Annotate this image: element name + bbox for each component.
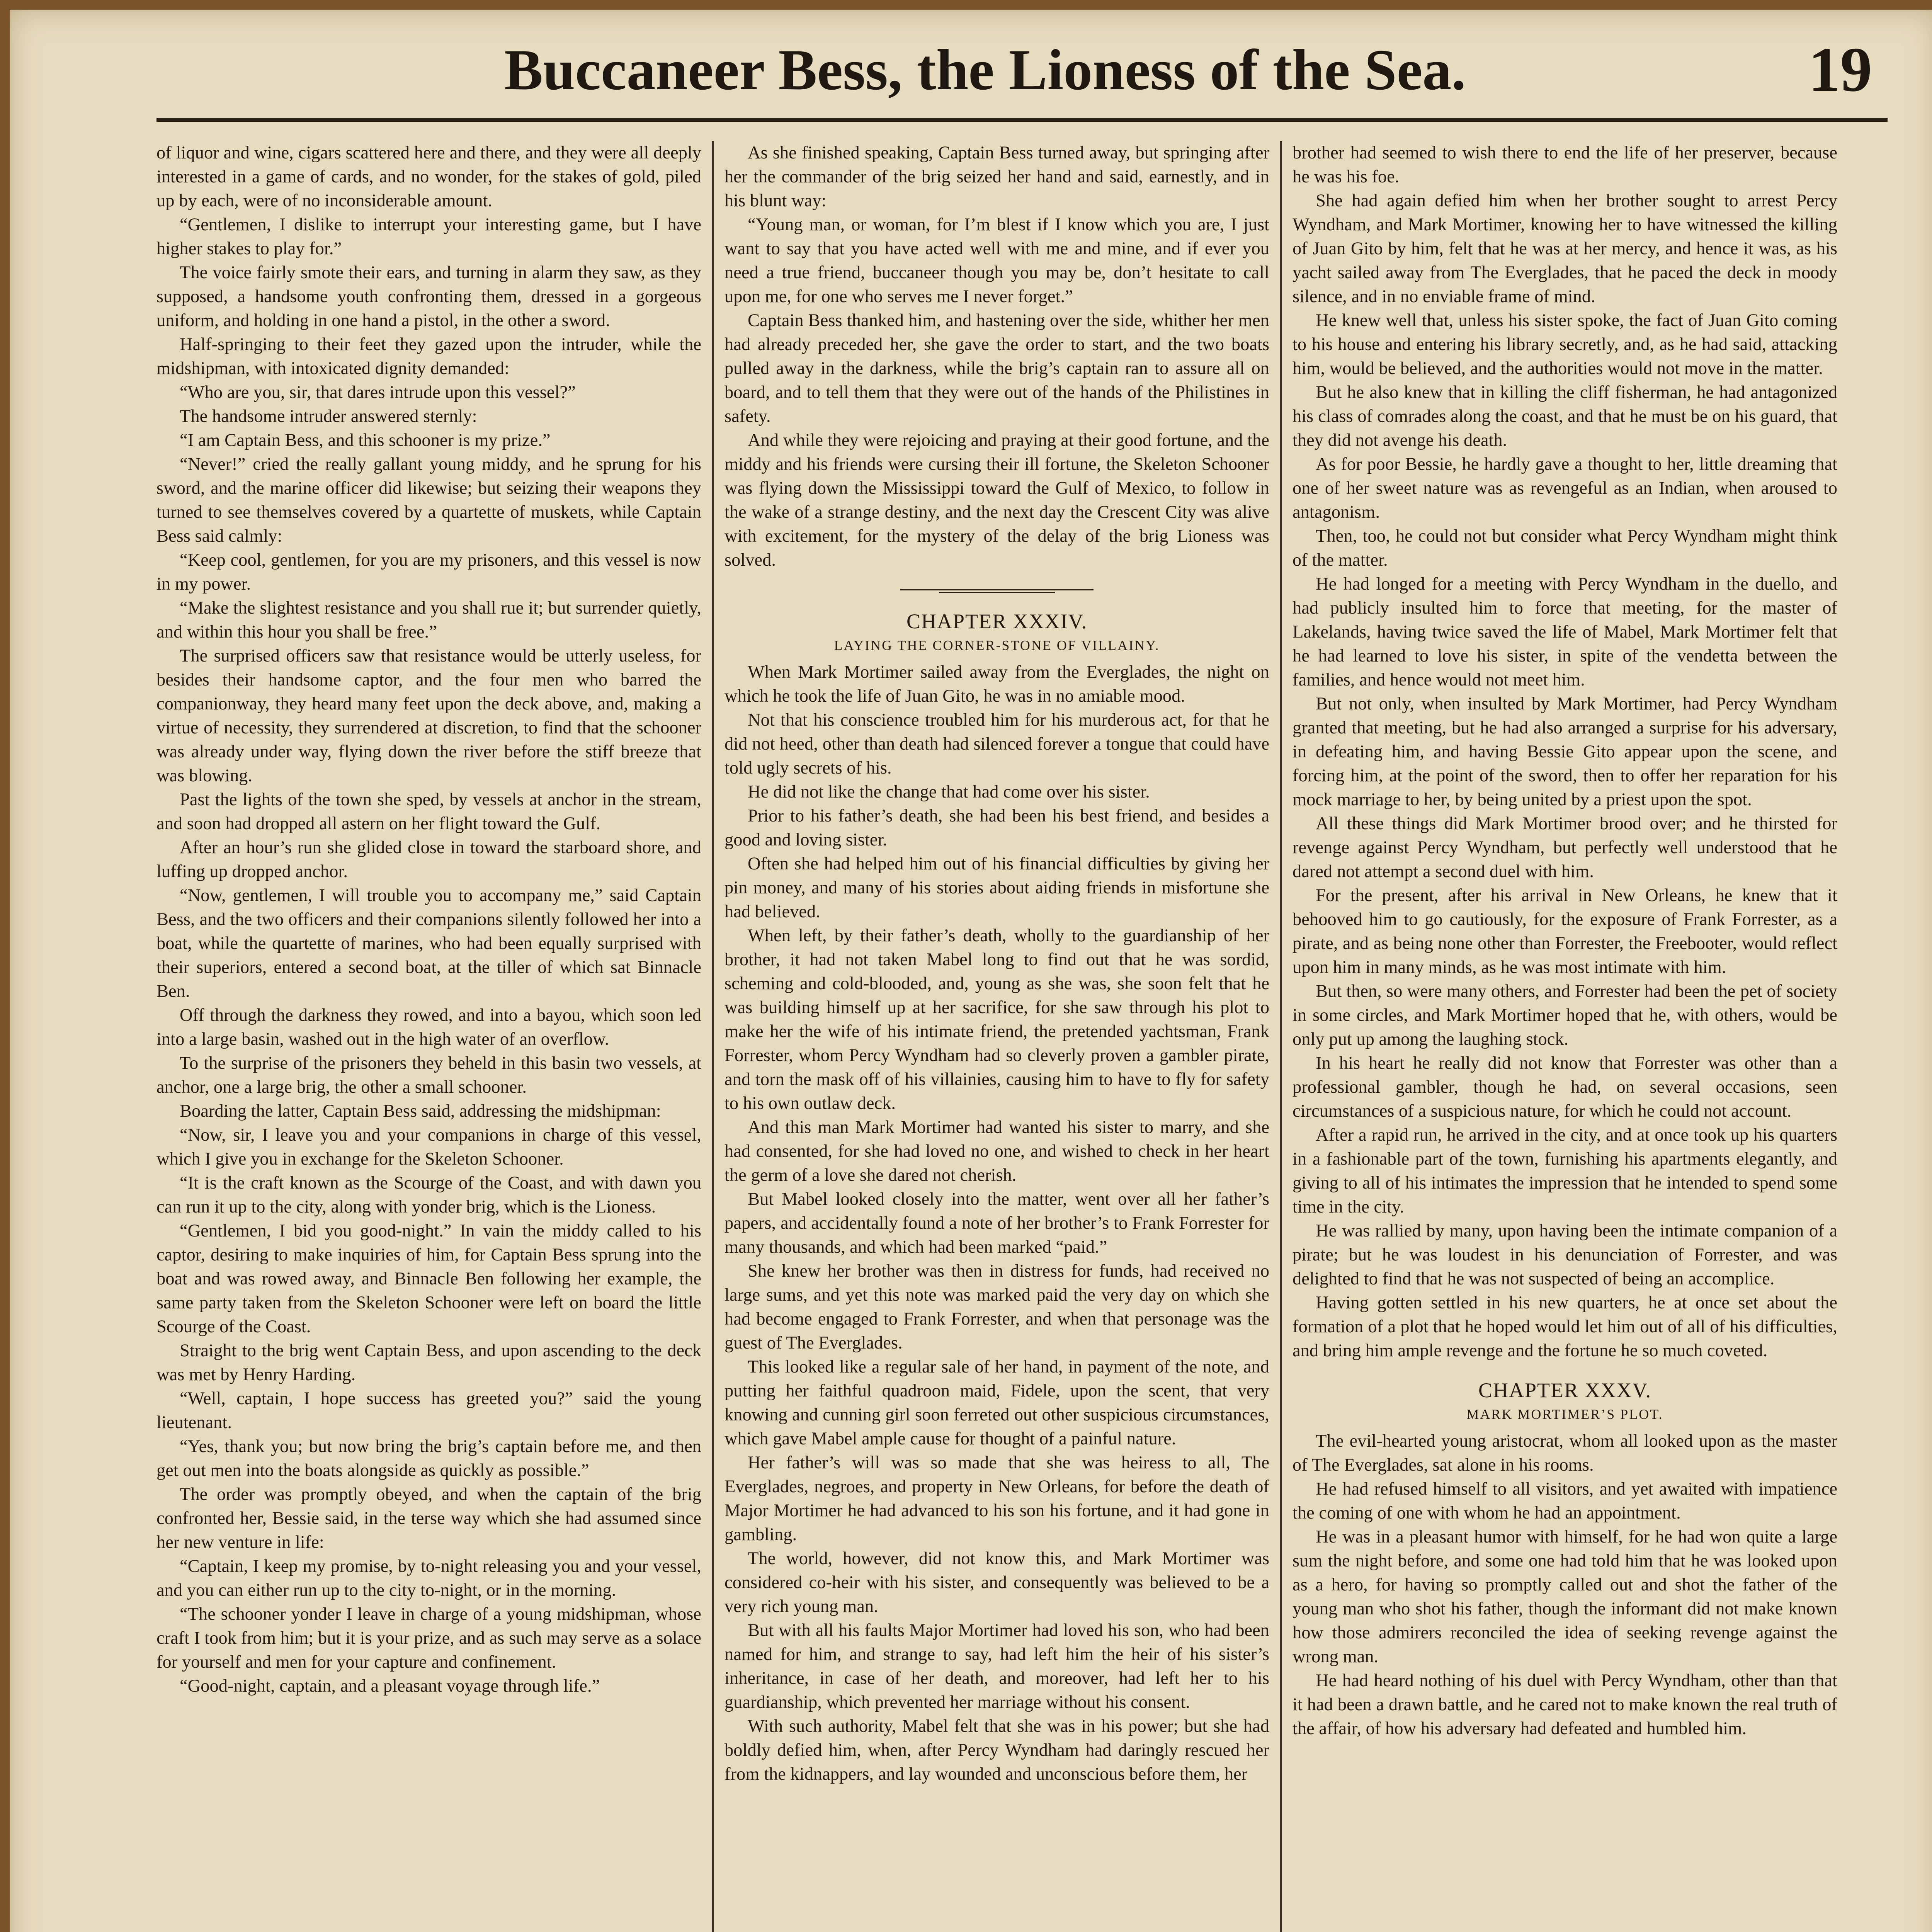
- paragraph: But then, so were many others, and Forrester had been the pet of society in some circles, and Mark Mortimer hoped that he, with others, would be only put up among the laughing stock.: [1293, 981, 1837, 1049]
- paragraph: The world, however, did not know this, and Mark Mortimer was considered co-heir with his sister, and consequently was believed to be a very rich young man.: [724, 1549, 1269, 1616]
- paragraph: After a rapid run, he arrived in the city, and at once took up his quarters in a fashionable part of the town, furnishing his apartments elegantly, and giving to all of his intimates the impression that he intended to spend some time in the city.: [1293, 1125, 1837, 1217]
- paragraph: The surprised officers saw that resistance would be utterly useless, for besides their handsome captor, and the four men who barred the companionway, they heard many feet upon the deck above, and, making a virtue of necessity, they surrendered at discretion, to find that the schooner was already under way, flying down the river before the stiff breeze that was blowing.: [156, 646, 701, 786]
- chapter-heading: CHAPTER XXXV.: [1478, 1379, 1652, 1402]
- paragraph: “Make the slightest resistance and you shall rue it; but surrender quietly, and within this hour you shall be free.”: [156, 598, 701, 642]
- paragraph: “Gentlemen, I dislike to interrupt your interesting game, but I have higher stakes to play for.”: [156, 215, 701, 259]
- section-divider: [900, 588, 1094, 594]
- paragraph: “Now, sir, I leave you and your companions in charge of this vessel, which I give you in exchange for the Skeleton Schooner.: [156, 1125, 701, 1169]
- paragraph: He did not like the change that had come over his sister.: [748, 782, 1150, 802]
- paragraph: “Gentlemen, I bid you good-night.” In vain the middy called to his captor, desiring to make inquiries of him, for Captain Bess sprung into the boat and was rowed away, and Binnacle Ben following her example, the same party taken from the Skeleton Schooner were left on board the little Scourge of the Coast.: [156, 1221, 701, 1337]
- paragraph: brother had seemed to wish there to end the life of her preserver, because he was his foe.: [1293, 143, 1837, 187]
- paragraph: “I am Captain Bess, and this schooner is my prize.”: [180, 430, 551, 450]
- paragraph: And while they were rejoicing and praying at their good fortune, and the middy and his friends were cursing their ill fortune, the Skeleton Schooner was flying down the Mississippi toward the Gulf of Mexico, to follow in the wake of a strange destiny, and the next day the Crescent City was alive with excitement, for the mystery of the delay of the brig Lioness was solved.: [724, 430, 1269, 570]
- page-number: 19: [1808, 34, 1872, 105]
- paragraph: With such authority, Mabel felt that she was in his power; but she had boldly defied him, when, after Percy Wyndham had daringly rescued her from the kidnappers, and lay wounded and unconscious before them, her: [724, 1716, 1269, 1784]
- paragraph: of liquor and wine, cigars scattered here and there, and they were all deeply interested in a game of cards, and no wonder, for the stakes of gold, piled up by each, were of no inconsiderable amount.: [156, 143, 701, 211]
- paragraph: “Captain, I keep my promise, by to-night releasing you and your vessel, and you can either run up to the city to-night, or in the morning.: [156, 1556, 701, 1600]
- paragraph: He was rallied by many, upon having been the intimate companion of a pirate; but he was loudest in his denunciation of Forrester, and was delighted to find that he was not suspected of being an accomplice.: [1293, 1221, 1837, 1289]
- paragraph: Half-springing to their feet they gazed upon the intruder, while the midshipman, with intoxicated dignity demanded:: [156, 335, 701, 378]
- paragraph: When left, by their father’s death, wholly to the guardianship of her brother, it had not taken Mabel long to find out that he was sordid, scheming and cold-blooded, and, young as she was, she soon felt that he was building himself up at her sacrifice, for she saw through his plot to make her the wife of his intimate friend, the pretended yachtsman, Frank Forrester, whom Percy Wyndham had so cleverly proven a gambler pirate, and torn the mask off of his villainies, causing him to have to fly for safety to his own outlaw deck.: [724, 926, 1269, 1113]
- paragraph: He had refused himself to all visitors, and yet awaited with impatience the coming of one with whom he had an appointment.: [1293, 1479, 1837, 1523]
- paragraph: Prior to his father’s death, she had been his best friend, and besides a good and loving sister.: [724, 806, 1269, 850]
- text-columns: [156, 141, 1837, 1932]
- paragraph: She knew her brother was then in distress for funds, had received no large sums, and yet this note was marked paid the very day on which she had become engaged to Frank Forrester, and when that personage was the guest of The Everglades.: [724, 1261, 1269, 1353]
- column-rule: [712, 141, 714, 1932]
- column-rule: [1280, 141, 1282, 1932]
- paragraph: This looked like a regular sale of her hand, in payment of the note, and putting her faithful quadroon maid, Fidele, upon the scent, that very knowing and cunning girl soon ferreted out other suspicious circumstances, which gave Mabel ample cause for thought of a painful nature.: [724, 1357, 1269, 1449]
- paragraph: As for poor Bessie, he hardly gave a thought to her, little dreaming that one of her sweet nature was as revengeful as an Indian, when aroused to antagonism.: [1293, 454, 1837, 522]
- paragraph: “Never!” cried the really gallant young middy, and he sprung for his sword, and the marine officer did likewise; but seizing their weapons they turned to see themselves covered by a quartette of muskets, while Captain Bess said calmly:: [156, 454, 701, 546]
- text-column-3: [1293, 141, 1837, 1932]
- paragraph: And this man Mark Mortimer had wanted his sister to marry, and she had consented, for she had loved no one, and wished to check in her heart the germ of a love she dared not cherish.: [724, 1117, 1269, 1185]
- paragraph: The handsome intruder answered sternly:: [180, 406, 477, 426]
- paragraph: For the present, after his arrival in New Orleans, he knew that it behooved him to go cautiously, for the exposure of Frank Forrester, as a pirate, and as being none other than Forrester, the Freebooter, would reflect upon him in many minds, as he was most intimate with him.: [1293, 886, 1837, 977]
- paragraph: The evil-hearted young aristocrat, whom all looked upon as the master of The Everglades, sat alone in his rooms.: [1293, 1431, 1837, 1475]
- paragraph: But Mabel looked closely into the matter, went over all her father’s papers, and accidentally found a note of her brother’s to Frank Forrester for many thousands, and which had been marked “paid.”: [724, 1189, 1269, 1257]
- paragraph: “Good-night, captain, and a pleasant voyage through life.”: [180, 1676, 600, 1696]
- paragraph: He had heard nothing of his duel with Percy Wyndham, other than that it had been a drawn battle, and he cared not to make known the real truth of the affair, of how his adversary had defeated and humbled him.: [1293, 1671, 1837, 1738]
- paragraph: Boarding the latter, Captain Bess said, addressing the midshipman:: [180, 1101, 661, 1121]
- paragraph: In his heart he really did not know that Forrester was other than a professional gambler, though he had, on several occasions, seen circumstances of a suspicious nature, for which he could not account.: [1293, 1053, 1837, 1121]
- paragraph: She had again defied him when her brother sought to arrest Percy Wyndham, and Mark Mortimer, knowing her to have witnessed the killing of Juan Gito by him, felt that he was at her mercy, and hence it was, as his yacht sailed away from The Everglades, that he paced the deck in moody silence, and in no enviable frame of mind.: [1293, 191, 1837, 306]
- text-column-2: [724, 141, 1269, 1932]
- paragraph: As she finished speaking, Captain Bess turned away, but springing after her the commander of the brig seized her hand and said, earnestly, and in his blunt way:: [724, 143, 1269, 211]
- paragraph: But not only, when insulted by Mark Mortimer, had Percy Wyndham granted that meeting, but he had also arranged a surprise for his adversary, in defeating him, and having Bessie Gito appear upon the scene, and forcing him, at the point of the sword, then to offer her reparation for his mock marriage to her, by being united by a priest upon the spot.: [1293, 694, 1837, 810]
- chapter-heading: CHAPTER XXXIV.: [906, 610, 1088, 633]
- page-header: [156, 25, 1888, 122]
- chapter-subtitle: MARK MORTIMER’S PLOT.: [1466, 1406, 1663, 1422]
- paragraph: To the surprise of the prisoners they beheld in this basin two vessels, at anchor, one a large brig, the other a small schooner.: [156, 1053, 701, 1097]
- paragraph: But with all his faults Major Mortimer had loved his son, who had been named for him, and strange to say, had left him the heir of his sister’s inheritance, in case of her death, and moreover, had left her to his guardianship, which prevented her marriage without his consent.: [724, 1621, 1269, 1712]
- paragraph: The order was promptly obeyed, and when the captain of the brig confronted her, Bessie said, in the terse way which she had assumed since her new venture in life:: [156, 1485, 701, 1552]
- page-title: Buccaneer Bess, the Lioness of the Sea.: [504, 38, 1466, 102]
- paragraph: “Well, captain, I hope success has greeted you?” said the young lieutenant.: [156, 1389, 701, 1432]
- paragraph: Often she had helped him out of his financial difficulties by giving her pin money, and many of his stories about aiding friends in misfortune she had believed.: [724, 854, 1269, 922]
- paragraph: “Now, gentlemen, I will trouble you to accompany me,” said Captain Bess, and the two officers and their companions silently followed her into a boat, while the quartette of marines, who had been equally surprised with their superiors, entered a second boat, at the tiller of which sat Binnacle Ben.: [156, 886, 701, 1001]
- paragraph: “It is the craft known as the Scourge of the Coast, and with dawn you can run it up to the city, along with yonder brig, which is the Lioness.: [156, 1173, 701, 1217]
- paragraph: “Who are you, sir, that dares intrude upon this vessel?”: [180, 383, 576, 402]
- paragraph: Not that his conscience troubled him for his murderous act, for that he did not heed, other than death had silenced forever a tongue that could have told ugly secrets of his.: [724, 710, 1269, 778]
- paragraph: “Yes, thank you; but now bring the brig’s captain before me, and then get out men into the boats alongside as quickly as possible.”: [156, 1437, 701, 1480]
- paragraph: Then, too, he could not but consider what Percy Wyndham might think of the matter.: [1293, 526, 1837, 570]
- paragraph: “The schooner yonder I leave in charge of a young midshipman, whose craft I took from him; but it is your prize, and as such may serve as a solace for yourself and men for your capture and confinement.: [156, 1604, 701, 1672]
- paragraph: He was in a pleasant humor with himself, for he had won quite a large sum the night before, and some one had told him that he was looked upon as a hero, for having so promptly called out and shot the father of the young man who shot his father, though the informant did not make known how those admirers reconciled the idea of seeking revenge against the wrong man.: [1293, 1527, 1837, 1667]
- paragraph: Off through the darkness they rowed, and into a bayou, which soon led into a large basin, washed out in the high water of an overflow.: [156, 1005, 701, 1049]
- paragraph: Having gotten settled in his new quarters, he at once set about the formation of a plot that he hoped would let him out of all of his difficulties, and bring him ample revenge and the fortune he so much coveted.: [1293, 1293, 1837, 1361]
- paragraph: He knew well that, unless his sister spoke, the fact of Juan Gito coming to his house and entering his library secretly, and, as he had said, attacking him, would be believed, and the authorities would not move in the matter.: [1293, 311, 1837, 378]
- paragraph: Her father’s will was so made that she was heiress to all, The Everglades, negroes, and property in New Orleans, for before the death of Major Mortimer he had advanced to his son his fortune, and it had gone in gambling.: [724, 1453, 1269, 1544]
- paragraph: “Young man, or woman, for I’m blest if I know which you are, I just want to say that you have acted well with me and mine, and if ever you need a true friend, buccaneer though you may be, don’t hesitate to call upon me, for one who serves me I never forget.”: [724, 215, 1269, 306]
- paragraph: Past the lights of the town she sped, by vessels at anchor in the stream, and soon had dropped all astern on her flight toward the Gulf.: [156, 790, 701, 833]
- paragraph: Captain Bess thanked him, and hastening over the side, whither her men had already preceded her, she gave the order to start, and the two boats pulled away in the darkness, while the brig’s captain ran to assure all on board, and to tell them that they were out of the hands of the Philistines in safety.: [724, 311, 1269, 426]
- chapter-subtitle: LAYING THE CORNER-STONE OF VILLAINY.: [834, 638, 1160, 653]
- paragraph: The voice fairly smote their ears, and turning in alarm they saw, as they supposed, a handsome youth confronting them, dressed in a gorgeous uniform, and holding in one hand a pistol, in the other a sword.: [156, 263, 701, 330]
- paragraph: “Keep cool, gentlemen, for you are my prisoners, and this vessel is now in my power.: [156, 550, 701, 594]
- paragraph: All these things did Mark Mortimer brood over; and he thirsted for revenge against Percy Wyndham, but perfectly well understood that he dared not attempt a second duel with him.: [1293, 814, 1837, 881]
- paragraph: He had longed for a meeting with Percy Wyndham in the duello, and had publicly insulted him to force that meeting, for the master of Lakelands, having twice saved the life of Mabel, Mark Mortimer felt that he had learned to love his sister, in spite of the vendetta between the families, and hence would not meet him.: [1293, 574, 1837, 690]
- paragraph: When Mark Mortimer sailed away from the Everglades, the night on which he took the life of Juan Gito, he was in no amiable mood.: [724, 662, 1269, 706]
- newspaper-page: [10, 10, 1932, 1932]
- paragraph: But he also knew that in killing the cliff fisherman, he had antagonized his class of comrades along the coast, and that he must be on his guard, that they did not avenge his death.: [1293, 383, 1837, 450]
- paragraph: Straight to the brig went Captain Bess, and upon ascending to the deck was met by Henry Harding.: [156, 1341, 701, 1384]
- paragraph: After an hour’s run she glided close in toward the starboard shore, and luffing up dropped anchor.: [156, 838, 701, 881]
- text-column-1: [156, 141, 701, 1932]
